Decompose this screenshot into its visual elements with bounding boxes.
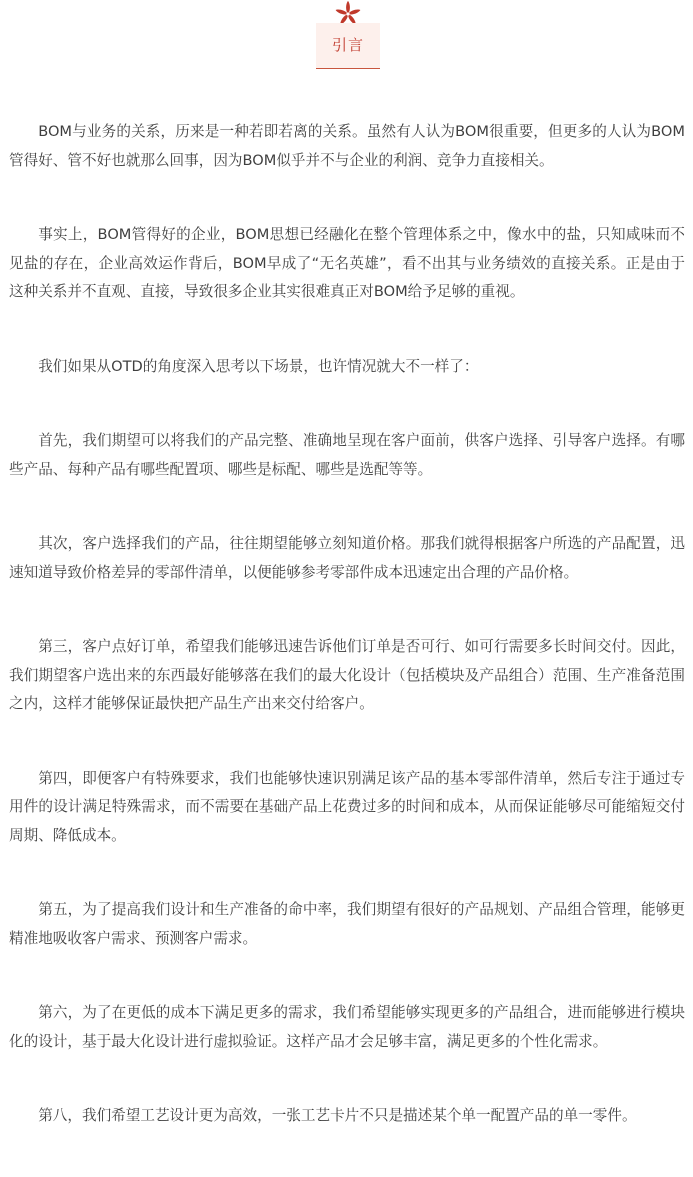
paragraph: 第三，客户点好订单，希望我们能够迅速告诉他们订单是否可行、如可行需要多长时间交付。因此，我们期望客户选出来的东西最好能够落在我们的最大化设计（包括模块及产品组合）范围、生产准备范围之内，这样才能够保证最快把产品生产出来交付给客户。: [9, 638, 685, 712]
paragraph: 事实上，BOM管得好的企业，BOM思想已经融化在整个管理体系之中，像水中的盐，只知咸味而不见盐的存在，企业高效运作背后，BOM早成了“无名英雄”，看不出其与业务绩效的直接关系。正是由于这种关系并不直观、直接，导致很多企业其实很难真正对BOM给予足够的重视。: [9, 226, 685, 300]
paragraph: 第五，为了提高我们设计和生产准备的命中率，我们期望有很好的产品规划、产品组合管理，能够更精准地吸收客户需求、预测客户需求。: [9, 901, 685, 947]
article-body: [9, 118, 685, 1177]
section-header: [0, 0, 693, 72]
paragraph: 我们如果从OTD的角度深入思考以下场景，也许情况就大不一样了：: [38, 357, 479, 375]
paragraph: 第四，即便客户有特殊要求，我们也能够快速识别满足该产品的基本零部件清单，然后专注于通过专用件的设计满足特殊需求，而不需要在基础产品上花费过多的时间和成本，从而保证能够尽可能缩短交付周期、降低成本。: [9, 769, 685, 844]
intro-tag: [316, 23, 380, 69]
paragraph: 第八，我们希望工艺设计更为高效，一张工艺卡片不只是描述某个单一配置产品的单一零件。: [38, 1107, 637, 1124]
paragraph: BOM与业务的关系，历来是一种若即若离的关系。虽然有人认为BOM很重要，但更多的人认为BOM管得好、管不好也就那么回事，因为BOM似乎并不与企业的利润、竞争力直接相关。: [9, 123, 685, 169]
intro-tag-label: 引言: [331, 36, 364, 54]
paragraph: 首先，我们期望可以将我们的产品完整、准确地呈现在客户面前，供客户选择、引导客户选择。有哪些产品、每种产品有哪些配置项、哪些是标配、哪些是选配等等。: [9, 432, 685, 478]
paragraph: 其次，客户选择我们的产品，往往期望能够立刻知道价格。那我们就得根据客户所选的产品配置，迅速知道导致价格差异的零部件清单，以便能够参考零部件成本迅速定出合理的产品价格。: [9, 535, 685, 581]
paragraph: 第六，为了在更低的成本下满足更多的需求，我们希望能够实现更多的产品组合，进而能够进行模块化的设计，基于最大化设计进行虚拟验证。这样产品才会足够丰富，满足更多的个性化需求。: [9, 1004, 685, 1050]
